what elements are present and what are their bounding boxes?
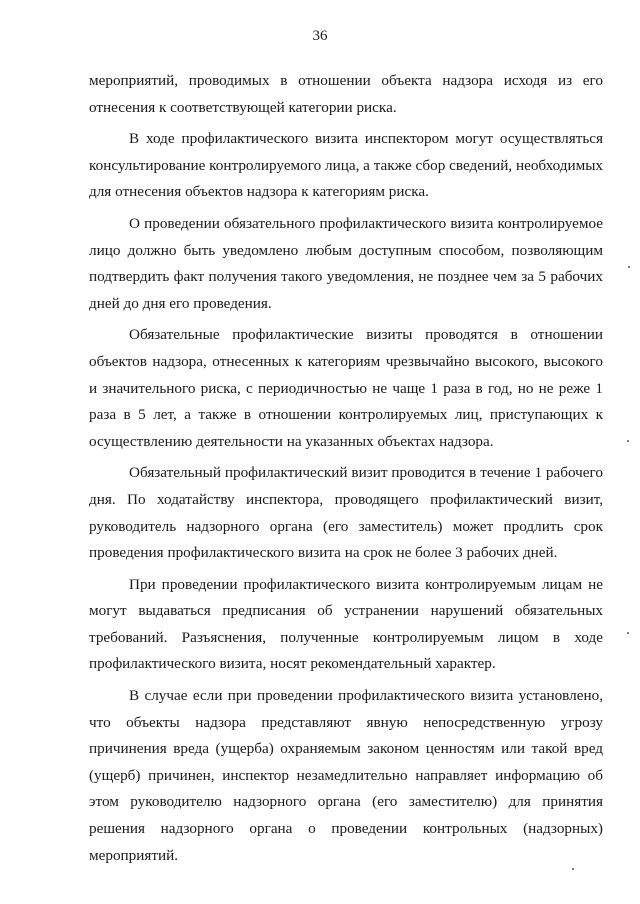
paragraph-no-orders: При проведении профилактического визита контролируемым лицам не могут выдаваться предписания об устранении нарушений обязательных требований. Разъяснения, полученные контролируемым лицом в ходе профилактического визита, носят рекомендательный характер. (89, 575, 603, 673)
paragraph-threat-report: В случае если при проведении профилактического визита установлено, что объекты надзора представляют явную непосредственную угрозу причинения вреда (ущерба) охраняемым законом ценностям или такой вред (ущерб) причинен, инспектор незамедлительно направляет информацию об этом руководителю надзорного органа (его заместителю) для принятия решения надзорного органа о проведении контрольных (надзорных) мероприятий. (89, 687, 603, 864)
page-number: 36 (312, 28, 328, 44)
scan-speck (627, 440, 629, 442)
paragraph-notification: О проведении обязательного профилактического визита контролируемое лицо должно быть уведомлено любым доступным способом, позволяющим подтвердить факт получения такого уведомления, не позднее чем за 5 рабочих дней до дня его проведения. (89, 214, 603, 312)
scan-speck (627, 632, 629, 634)
scan-speck (628, 266, 630, 268)
paragraph-mandatory-visits: Обязательные профилактические визиты проводятся в отношении объектов надзора, отнесенных к категориям чрезвычайно высокого, высокого и значительного риска, с периодичностью не чаще 1 раза в год, но не реже 1 раза в 5 лет, а также в отношении контролируемых лиц, приступающих к осуществлению деятельности на указанных объектах надзора. (89, 326, 603, 450)
paragraph-continuation: мероприятий, проводимых в отношении объекта надзора исходя из его отнесения к соответствующей категории риска. (89, 72, 603, 116)
paragraph-consultation: В ходе профилактического визита инспектором могут осуществляться консультирование контролируемого лица, а также сбор сведений, необходимых для отнесения объектов надзора к категориям риска. (89, 130, 603, 201)
scan-speck (572, 868, 574, 870)
paragraph-visit-duration: Обязательный профилактический визит проводится в течение 1 рабочего дня. По ходатайству инспектора, проводящего профилактический визит, руководитель надзорного органа (его заместитель) может продлить срок проведения профилактического визита на срок не более 3 рабочих дней. (89, 464, 603, 562)
document-body (89, 68, 603, 874)
